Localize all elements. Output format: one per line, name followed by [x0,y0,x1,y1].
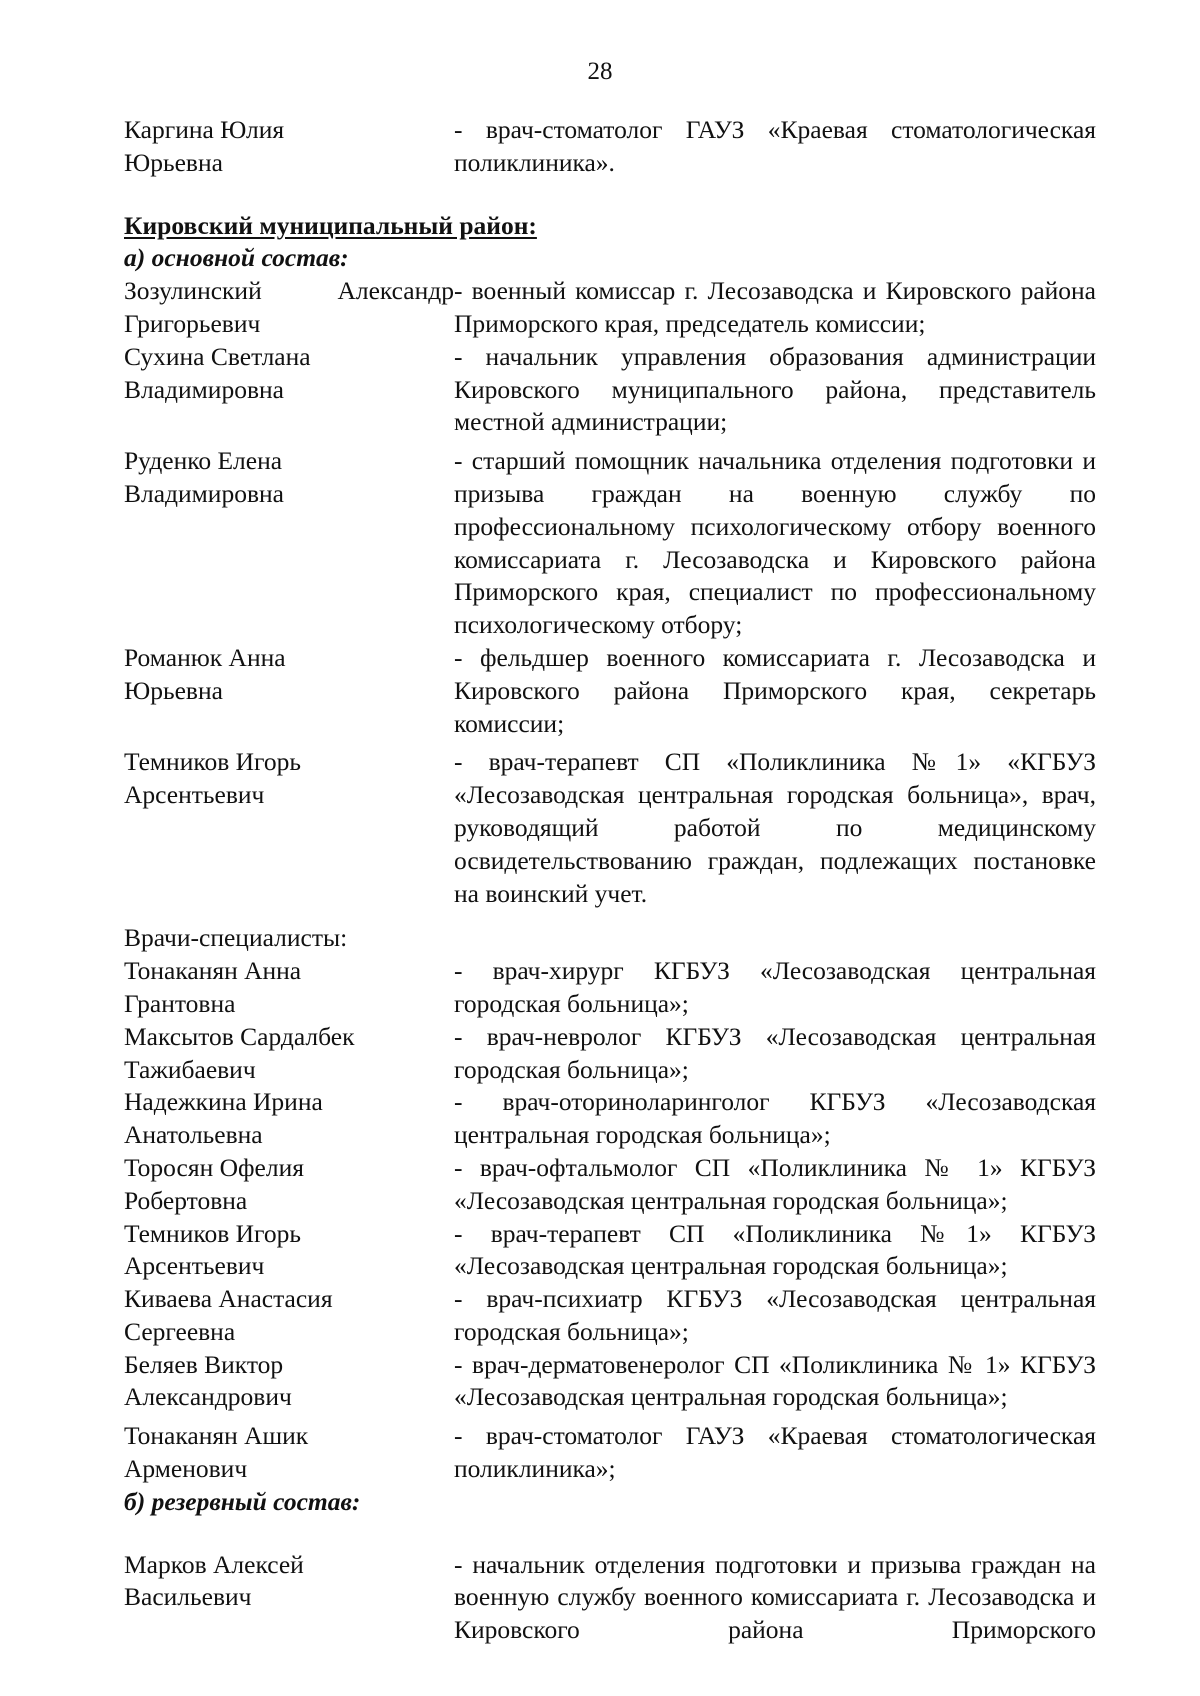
member-name-line1: Тонаканян Ашик [124,1421,309,1451]
member-entry [124,275,1096,341]
member-role: - начальник управления образования администрации Кировского муниципального района, представитель местной администрации; [454,341,1096,437]
specialist-entry [124,1420,1096,1486]
member-name-line1: Сухина Светлана [124,341,311,371]
member-name-line1: Темников Игорь [124,747,301,777]
reserve-entry [124,1549,1096,1647]
member-name [124,114,454,180]
document-body [124,114,1096,1647]
member-entry [124,341,1096,439]
member-name-line1: Беляев Виктор [124,1349,284,1379]
district-title: Кировский муниципальный район: [124,210,537,240]
member-role: - врач-оториноларинголог КГБУЗ «Лесозаводская центральная городская больница»; [454,1087,1096,1150]
member-name [124,1420,454,1486]
member-name-line2: Юрьевна [124,675,223,705]
member-name-line1: Киваева Анастасия [124,1284,333,1314]
district-section [124,210,1096,276]
member-name [124,1218,454,1284]
member-role: - врач-психиатр КГБУЗ «Лесозаводская центральная городская больница»; [454,1284,1096,1346]
member-name [124,341,454,407]
member-role: - врач-дерматовенеролог СП «Поликлиника № 1» КГБУЗ «Лесозаводская центральная городская больница»; [454,1349,1096,1412]
member-role: - врач-невролог КГБУЗ «Лесозаводская центральная городская больница»; [454,1021,1096,1084]
member-role: - врач-терапевт СП «Поликлиника №1» КГБУЗ «Лесозаводская центральная городская больница»; [454,1218,1096,1281]
member-name [124,445,454,511]
member-name-line1: Надежкина Ирина [124,1087,323,1117]
member-name [124,642,454,708]
member-name [124,1021,454,1087]
member-name [124,1349,454,1415]
specialist-entry [124,1086,1096,1152]
reserve-composition-heading: б) резервный состав: [124,1486,361,1516]
member-name-line2: Григорьевич [124,308,261,338]
member-entry [124,114,1096,180]
member-name-line2: Грантовна [124,988,236,1018]
member-name-line1: Торосян Офелия [124,1152,304,1182]
specialist-entry [124,1349,1096,1415]
member-name-line2: Владимировна [124,478,284,508]
specialist-entry [124,1218,1096,1284]
member-name-line2: Арменович [124,1454,248,1484]
member-name [124,1283,454,1349]
member-role: - врач-хирург КГБУЗ «Лесозаводская центральная городская больница»; [454,956,1096,1018]
specialists-label: Врачи-специалисты: [124,923,348,953]
member-name-line1: Романюк Анна [124,642,286,672]
member-name-line2: Васильевич [124,1582,252,1612]
member-name [124,275,454,341]
member-role: - военный комиссар г. Лесозаводска и Кировского района Приморского края, председатель комиссии; [454,276,1096,338]
member-name-line2: Тажибаевич [124,1054,256,1084]
member-name-line2: Владимировна [124,374,284,404]
member-name-line2: Робертовна [124,1185,248,1215]
member-role: - врач-офтальмолог СП «Поликлиника № 1» КГБУЗ «Лесозаводская центральная городская больница»; [454,1152,1096,1215]
member-entry [124,746,1096,910]
member-name-line1: Каргина Юлия [124,115,285,144]
specialist-entry [124,1021,1096,1087]
member-role: - старший помощник начальника отделения подготовки и призыва граждан на военную службу по профессиональному психологическому отбору военного комиссариата г. Лесозаводска и Кировского района Приморского края, специалист по профессиональному психологическому отбору; [454,446,1096,640]
specialist-entry [124,1283,1096,1349]
member-name-line1: Максытов Сардалбек [124,1021,355,1051]
member-name-line1: Тонаканян Анна [124,956,302,986]
member-name-line2: Александрович [124,1382,292,1412]
member-role: - фельдшер военного комиссариата г. Лесозаводска и Кировского района Приморского края, секретарь комиссии; [454,642,1096,738]
member-role: - врач-стоматолог ГАУЗ «Краевая стоматологическая поликлиника»; [454,1421,1096,1484]
member-name-line1: Марков Алексей [124,1549,304,1579]
member-role: - врач-терапевт СП «Поликлиника №1» «КГБУЗ «Лесозаводская центральная городская больница», врач, руководящий работой по медицинскому освидетельствованию граждан, подлежащих постановке на воинский учет. [454,747,1096,908]
member-name-line2: Арсентьевич [124,780,265,810]
member-name [124,955,454,1021]
member-entry [124,445,1096,642]
member-role: - начальник отделения подготовки и призыва граждан на военную службу военного комиссариата г. Лесозаводска и Кировского района Приморского [454,1549,1096,1645]
member-entry [124,642,1096,740]
member-role: - врач-стоматолог ГАУЗ «Краевая стоматологическая поликлиника». [454,115,1096,177]
member-name-line1: Темников Игорь [124,1218,301,1248]
main-composition-heading: а) основной состав: [124,243,349,273]
member-name-line2: Юрьевна [124,147,223,177]
member-name [124,1152,454,1218]
member-name-line1: Руденко Елена [124,446,283,476]
member-name-line2: Анатольевна [124,1120,263,1150]
page-number: 28 [587,58,613,85]
specialist-entry [124,955,1096,1021]
member-name [124,1549,454,1615]
member-name [124,1086,454,1152]
member-name-line2: Арсентьевич [124,1251,265,1281]
member-name-line1: Зозулинский Александр [124,276,454,306]
specialist-entry [124,1152,1096,1218]
member-name-line2: Сергеевна [124,1316,236,1346]
member-name [124,746,454,812]
